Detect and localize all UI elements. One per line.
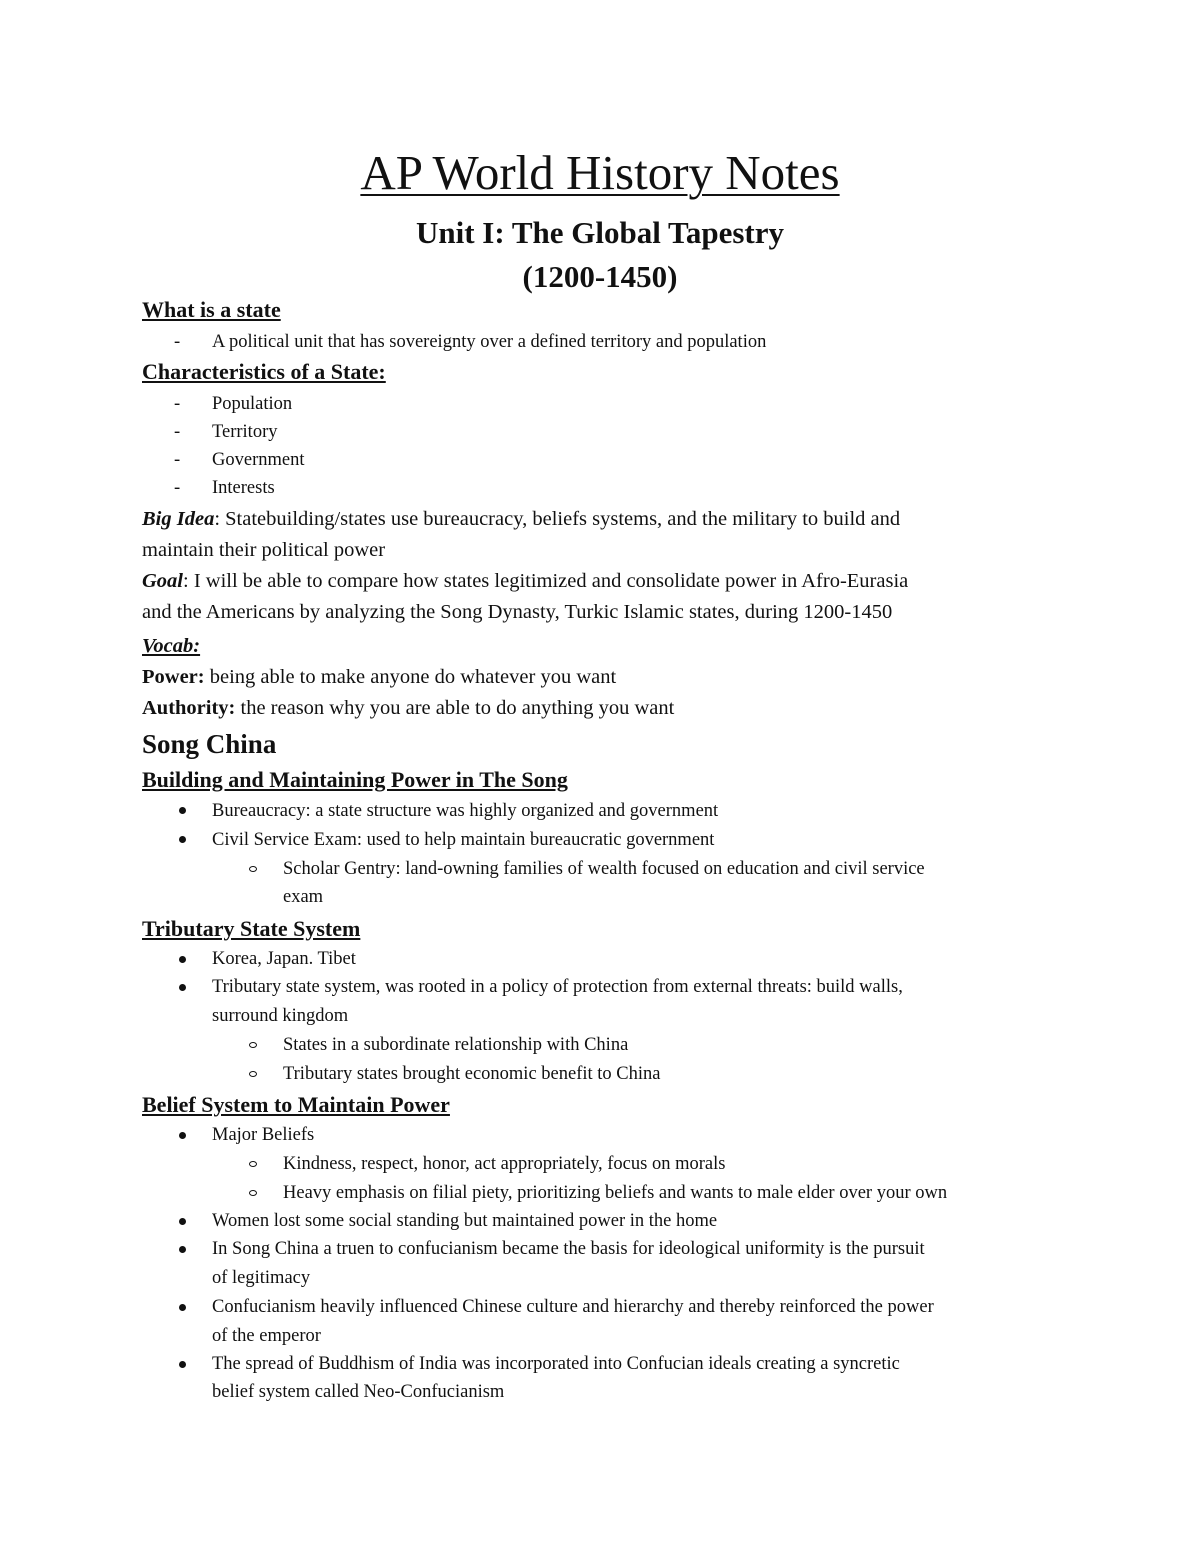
bullet-icon — [179, 1304, 186, 1311]
vocab-label: Vocab: — [142, 635, 201, 657]
bullet-icon — [179, 984, 186, 991]
goal-line — [142, 567, 908, 595]
goal-label: Goal — [142, 570, 183, 592]
power-definition: being able to make anyone do whatever you want — [204, 666, 617, 688]
bullet-icon — [179, 807, 186, 814]
list-item: Women lost some social standing but maintained power in the home — [212, 1211, 718, 1231]
dash-marker: - — [174, 332, 181, 352]
vocab-power — [142, 663, 616, 691]
state-definition: A political unit that has sovereignty over a defined territory and population — [212, 332, 767, 352]
vocab-heading — [142, 632, 200, 660]
characteristic-item: Interests — [212, 478, 275, 498]
power-label: Power: — [142, 666, 205, 688]
list-item-cont: of the emperor — [212, 1326, 321, 1346]
belief-system-heading: Belief System to Maintain Power — [142, 1092, 450, 1117]
bullet-icon — [179, 1218, 186, 1225]
sub-list-item-cont: exam — [283, 887, 324, 907]
dash-marker: - — [174, 394, 181, 414]
list-item: Civil Service Exam: used to help maintain bureaucratic government — [212, 830, 715, 850]
dash-marker: - — [174, 478, 181, 498]
sub-list-item: Heavy emphasis on filial piety, prioritizing beliefs and wants to male elder over your own — [283, 1183, 948, 1203]
circle-bullet-icon — [249, 1190, 257, 1196]
goal-text: : I will be able to compare how states legitimized and consolidate power in Afro-Eurasia — [183, 570, 909, 592]
sub-list-item: Kindness, respect, honor, act appropriately, focus on morals — [283, 1154, 726, 1174]
list-item-cont: belief system called Neo-Confucianism — [212, 1382, 505, 1402]
list-item-cont: of legitimacy — [212, 1268, 311, 1288]
bullet-icon — [179, 956, 186, 963]
big-idea-label: Big Idea — [142, 508, 215, 530]
bullet-icon — [179, 1246, 186, 1253]
list-item: Tributary state system, was rooted in a policy of protection from external threats: build walls, — [212, 977, 903, 997]
characteristic-item: Territory — [212, 422, 278, 442]
circle-bullet-icon — [249, 1042, 257, 1048]
what-is-state-heading: What is a state — [142, 297, 281, 322]
dash-marker: - — [174, 422, 181, 442]
list-item: Confucianism heavily influenced Chinese culture and hierarchy and thereby reinforced the power — [212, 1297, 934, 1317]
vocab-authority — [142, 694, 674, 722]
building-power-heading: Building and Maintaining Power in The Song — [142, 767, 568, 792]
sub-list-item: States in a subordinate relationship with China — [283, 1035, 629, 1055]
big-idea-line-2: maintain their political power — [142, 539, 386, 561]
bullet-icon — [179, 1132, 186, 1139]
song-china-heading: Song China — [142, 729, 277, 759]
bullet-icon — [179, 836, 186, 843]
list-item: Korea, Japan. Tibet — [212, 949, 356, 969]
unit-subtitle: Unit I: The Global Tapestry — [415, 215, 785, 250]
dash-marker: - — [174, 450, 181, 470]
authority-label: Authority: — [142, 697, 236, 719]
sub-list-item: Tributary states brought economic benefit to China — [283, 1064, 661, 1084]
characteristic-item: Population — [212, 394, 293, 414]
characteristic-item: Government — [212, 450, 305, 470]
characteristics-heading: Characteristics of a State: — [142, 359, 386, 384]
list-item: The spread of Buddhism of India was incorporated into Confucian ideals creating a syncretic — [212, 1354, 900, 1374]
authority-definition: the reason why you are able to do anything you want — [235, 697, 675, 719]
tributary-heading: Tributary State System — [142, 916, 361, 941]
list-item: Major Beliefs — [212, 1125, 315, 1145]
big-idea-line — [142, 505, 900, 533]
list-item: Bureaucracy: a state structure was highly organized and government — [212, 801, 719, 821]
list-item: In Song China a truen to confucianism became the basis for ideological uniformity is the pursuit — [212, 1239, 925, 1259]
bullet-icon — [179, 1361, 186, 1368]
circle-bullet-icon — [249, 1161, 257, 1167]
sub-list-item: Scholar Gentry: land-owning families of wealth focused on education and civil service — [283, 859, 925, 879]
circle-bullet-icon — [249, 1071, 257, 1077]
goal-line-2: and the Americans by analyzing the Song Dynasty, Turkic Islamic states, during 1200-1450 — [142, 601, 893, 623]
page-title: AP World History Notes — [360, 145, 840, 200]
list-item-cont: surround kingdom — [212, 1006, 349, 1026]
circle-bullet-icon — [249, 866, 257, 872]
date-range: (1200-1450) — [522, 259, 678, 294]
big-idea-text: : Statebuilding/states use bureaucracy, beliefs systems, and the military to build and — [214, 508, 901, 530]
